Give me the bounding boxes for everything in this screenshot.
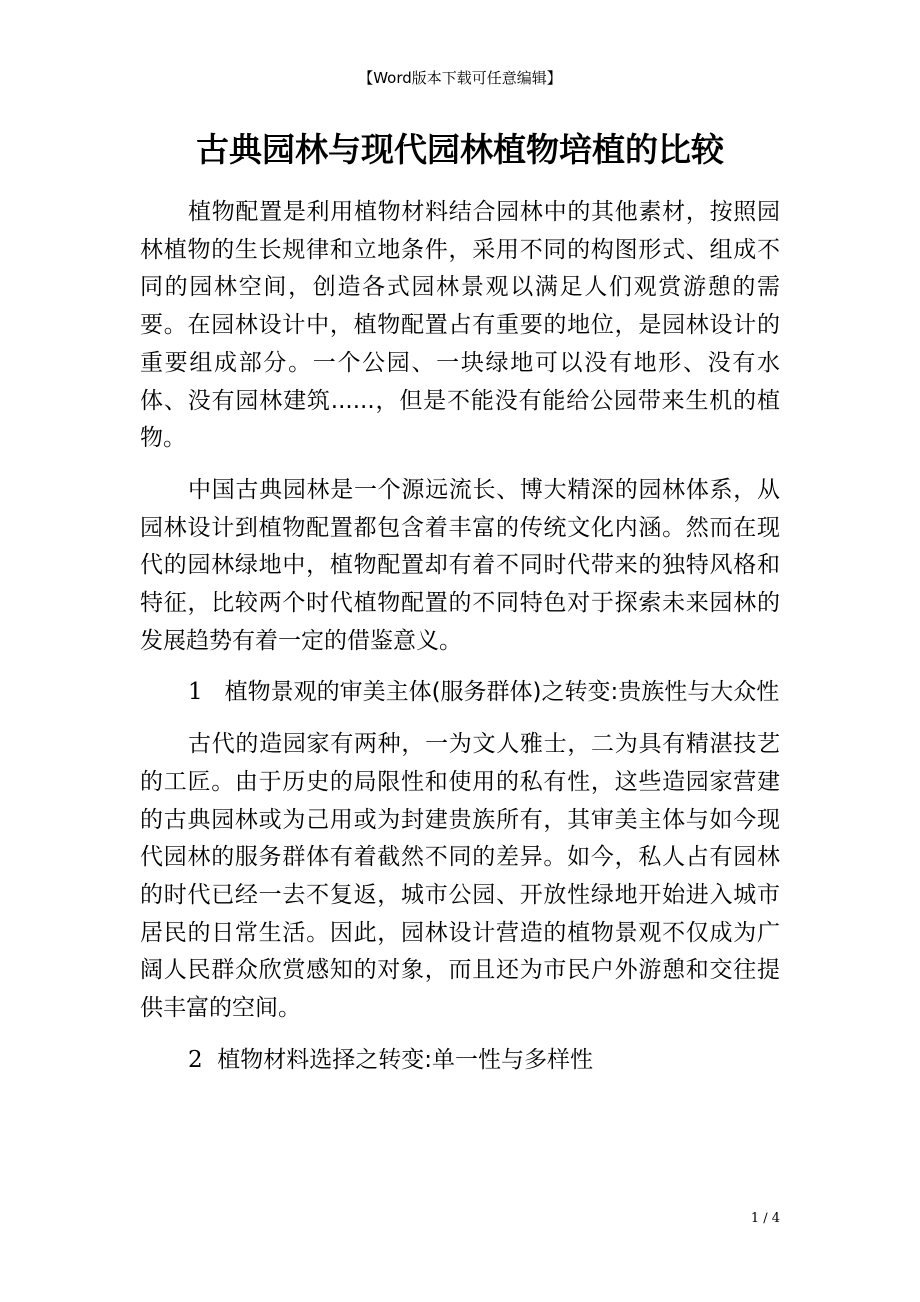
body-paragraph: 植物配置是利用植物材料结合园林中的其他素材，按照园林植物的生长规律和立地条件，采用不同的构图形式、组成不同的园林空间，创造各式园林景观以满足人们观赏游憩的需要。在园林设计中，植物配置占有重要的地位，是园林设计的重要组成部分。一个公园、一块绿地可以没有地形、没有水体、没有园林建筑......，但是不能没有能给公园带来生机的植物。 — [140, 199, 780, 452]
page-number: 1 / 4 — [750, 1211, 780, 1226]
section-heading-number: 2 — [188, 1046, 203, 1073]
section-heading — [140, 674, 780, 712]
section-heading-text: 植物材料选择之转变:单一性与多样性 — [217, 1046, 594, 1073]
section-heading-number: 1 — [188, 679, 203, 706]
body-paragraph: 中国古典园林是一个源远流长、博大精深的园林体系，从园林设计到植物配置都包含着丰富的传统文化内涵。然而在现代的园林绿地中，植物配置却有着不同时代带来的独特风格和特征，比较两个时代植物配置的不同特色对于探索未来园林的发展趋势有着一定的借鉴意义。 — [140, 476, 780, 654]
page-header: 【Word版本下载可任意编辑】 — [358, 69, 562, 87]
page-title: 古典园林与现代园林植物培植的比较 — [196, 130, 724, 169]
section-heading — [140, 1042, 780, 1080]
section-heading-text: 植物景观的审美主体(服务群体)之转变:贵族性与大众性 — [224, 679, 780, 706]
document-body — [140, 194, 780, 1093]
body-paragraph: 古代的造园家有两种，一为文人雅士，二为具有精湛技艺的工匠。由于历史的局限性和使用的私有性，这些造园家营建的古典园林或为己用或为封建贵族所有，其审美主体与如今现代园林的服务群体有着截然不同的差异。如今，私人占有园林的时代已经一去不复返，城市公园、开放性绿地开始进入城市居民的日常生活。因此，园林设计营造的植物景观不仅成为广阔人民群众欣赏感知的对象，而且还为市民户外游憩和交往提供丰富的空间。 — [140, 731, 780, 1022]
